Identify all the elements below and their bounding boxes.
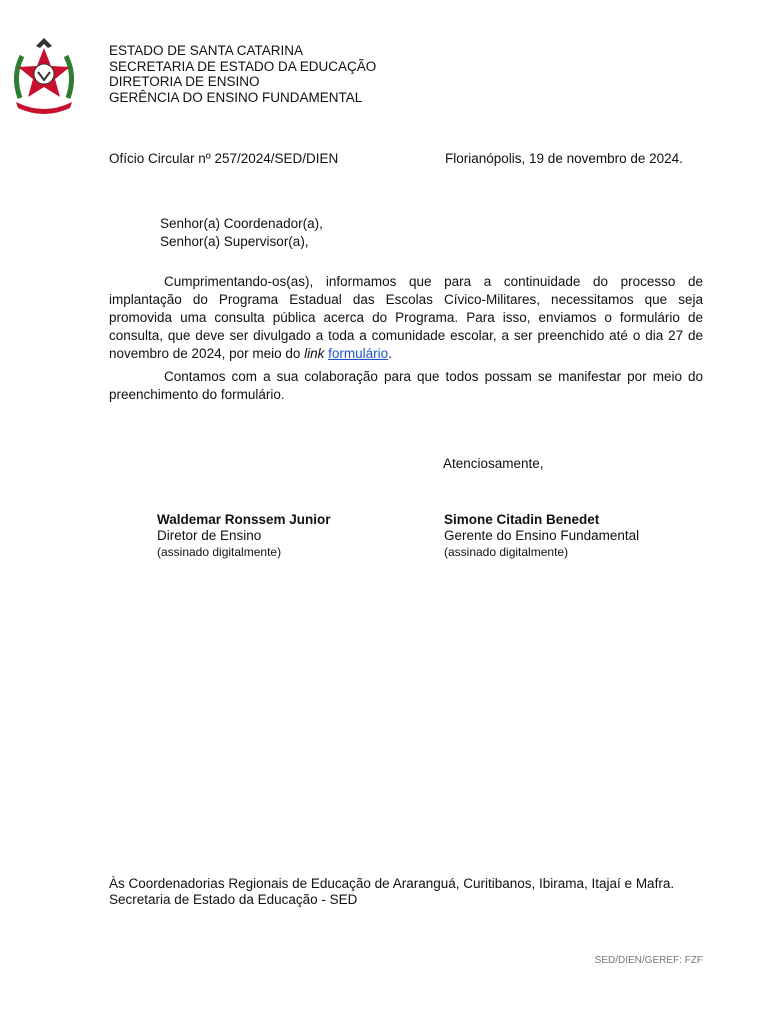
document-date: Florianópolis, 19 de novembro de 2024. — [445, 151, 683, 166]
signature-block — [157, 512, 331, 560]
form-link[interactable]: formulário — [328, 346, 389, 361]
department-name: Secretaria de Estado da Educação - SED — [109, 892, 358, 907]
body-paragraph-1-text: Cumprimentando-os(as), informamos que para a continuidade do processo de implantação do Programa Estadual das Escolas Cívico-Militares, necessitamos que seja promovida uma consulta pública acerca do Programa. Para isso, enviamos o formulário de consulta, que deve ser divulgado a toda a comunidade escolar, a ser preenchido até o dia 27 de novembro de 2024, por meio do — [109, 274, 703, 361]
document-code: SED/DIEN/GEREF: FZF — [594, 955, 703, 966]
document-reference: Ofício Circular nº 257/2024/SED/DIEN — [109, 151, 339, 166]
signatory-title: Diretor de Ensino — [157, 528, 262, 543]
letterhead-secretariat: SECRETARIA DE ESTADO DA EDUCAÇÃO — [109, 58, 377, 74]
greeting-supervisor: Senhor(a) Supervisor(a), — [160, 234, 309, 249]
state-coat-of-arms-icon — [8, 36, 80, 116]
signature-note: (assinado digitalmente) — [444, 545, 569, 559]
signature-block — [444, 512, 639, 560]
letterhead-state: ESTADO DE SANTA CATARINA — [109, 43, 304, 58]
recipients-list: Às Coordenadorias Regionais de Educação de Araranguá, Curitibanos, Ibirama, Itajaí e Mafra. — [109, 876, 675, 891]
body-paragraph-1-end: . — [388, 346, 392, 361]
letterhead-directorate: DIRETORIA DE ENSINO — [109, 74, 260, 89]
letterhead-management: GERÊNCIA DO ENSINO FUNDAMENTAL — [109, 89, 363, 105]
signature-note: (assinado digitalmente) — [157, 545, 282, 559]
link-word: link — [304, 346, 325, 361]
recipients-footer — [109, 876, 674, 908]
body-paragraph-1 — [109, 273, 703, 363]
signatory-name: Simone Citadin Benedet — [444, 512, 600, 527]
body-paragraph-2: Contamos com a sua colaboração para que todos possam se manifestar por meio do preenchimento do formulário. — [109, 369, 703, 402]
signatory-name: Waldemar Ronssem Junior — [157, 512, 331, 527]
signatory-title: Gerente do Ensino Fundamental — [444, 528, 640, 543]
greeting — [160, 215, 323, 251]
letterhead — [109, 43, 376, 105]
closing: Atenciosamente, — [443, 456, 544, 471]
greeting-coordinator: Senhor(a) Coordenador(a), — [160, 216, 323, 231]
letter-body — [109, 273, 703, 404]
